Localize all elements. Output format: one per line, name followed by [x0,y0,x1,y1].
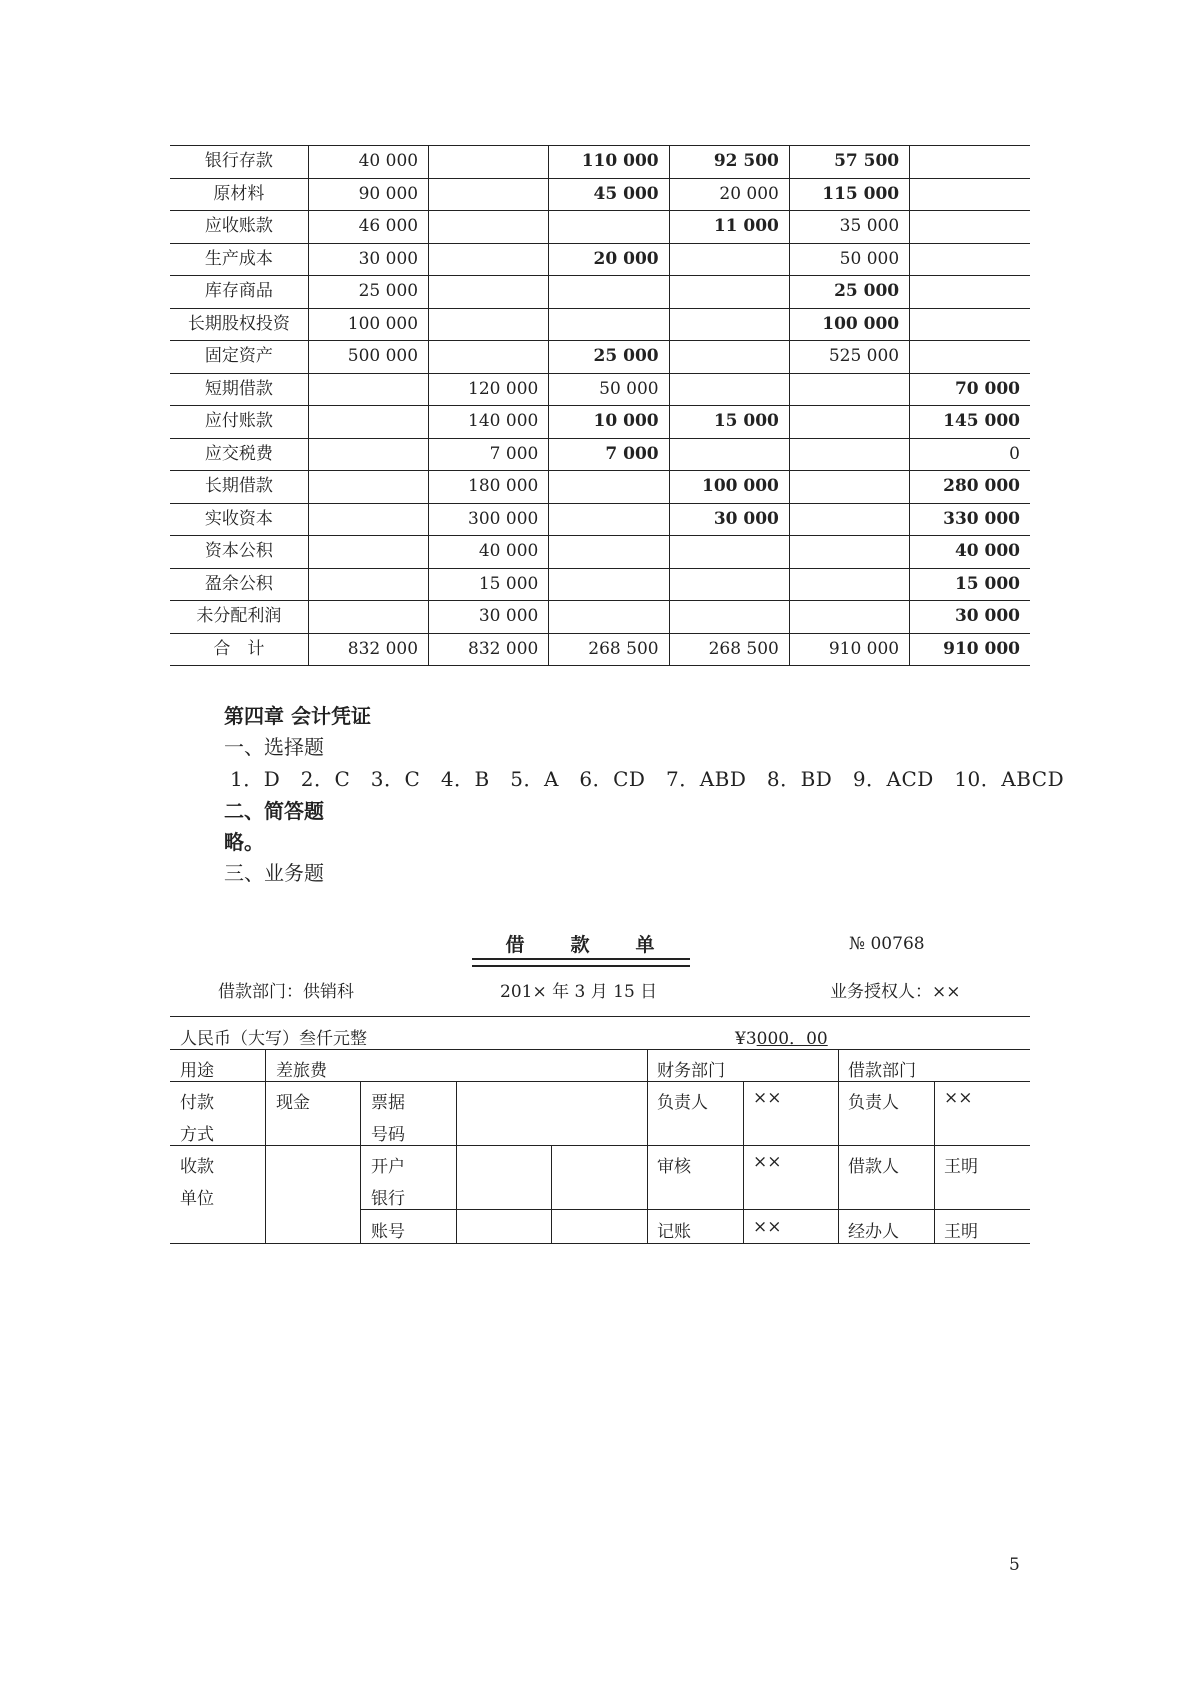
amount-cell: 145 000 [910,406,1030,439]
amount-cell: 15 000 [669,406,789,439]
borrow-department: 借款部门：供销科 [218,982,354,1002]
table-row [170,536,1030,569]
amount-cell [429,341,549,374]
amount-cell: 268 500 [549,633,669,666]
handler-value: 王明 [944,1222,978,1242]
account-name-cell: 生产成本 [170,243,308,276]
account-name-cell: 应交税费 [170,438,308,471]
audit-label: 审核 [657,1157,691,1177]
section-short-answer-heading: 二、简答题 [224,799,324,823]
finance-department-label: 财务部门 [657,1061,725,1081]
handler-label: 经办人 [848,1222,899,1242]
amount-cell [429,146,549,179]
amount-cell [669,341,789,374]
table-row [170,341,1030,374]
table-row [170,178,1030,211]
amount-cell: 7 000 [429,438,549,471]
table-row [170,146,1030,179]
amount-cell [308,568,428,601]
amount-cell: 180 000 [429,471,549,504]
amount-cell [669,373,789,406]
amount-cell [308,406,428,439]
amount-cell: 50 000 [789,243,909,276]
account-name-cell: 库存商品 [170,276,308,309]
amount-cell [549,601,669,634]
bank-label-2: 银行 [371,1189,405,1209]
bill-number-label-2: 号码 [371,1125,405,1145]
account-name-cell: 银行存款 [170,146,308,179]
col-line [647,1049,648,1243]
account-name-cell: 实收资本 [170,503,308,536]
amount-cell: 20 000 [549,243,669,276]
amount-cell: 30 000 [429,601,549,634]
bill-number-label-1: 票据 [371,1093,405,1113]
row-line [170,1049,1030,1050]
amount-cell: 20 000 [669,178,789,211]
trial-balance-table [170,145,1030,666]
amount-cell: 30 000 [669,503,789,536]
title-char-3: 单 [635,934,657,956]
business-authorizer: 业务授权人：×× [830,982,961,1002]
account-name-cell: 短期借款 [170,373,308,406]
amount-cell [429,276,549,309]
finance-head-value: ×× [753,1088,782,1108]
short-answer-body: 略。 [224,830,264,854]
amount-cell: 330 000 [910,503,1030,536]
slip-number: № 00768 [849,934,925,954]
amount-cell: 120 000 [429,373,549,406]
amount-cell: 25 000 [308,276,428,309]
section-business-heading: 三、业务题 [224,861,324,885]
account-name-cell: 长期股权投资 [170,308,308,341]
amount-cell [308,471,428,504]
account-name-cell: 长期借款 [170,471,308,504]
purpose-label: 用途 [180,1061,214,1081]
amount-cell: 268 500 [669,633,789,666]
title-char-2: 款 [570,934,592,956]
amount-cell [669,438,789,471]
col-line [265,1049,266,1243]
amount-cell: 140 000 [429,406,549,439]
account-name-cell: 应付账款 [170,406,308,439]
amount-cell: 70 000 [910,373,1030,406]
amount-cell: 90 000 [308,178,428,211]
bank-label-1: 开户 [371,1157,405,1177]
col-line [360,1081,361,1243]
amount-cell [549,211,669,244]
amount-cell [308,438,428,471]
amount-cell [669,308,789,341]
amount-cell [910,146,1030,179]
amount-cell [789,373,909,406]
payee-label-1: 收款 [180,1157,214,1177]
loan-slip-form [170,1016,1030,1244]
amount-cell [789,471,909,504]
amount-cell: 25 000 [789,276,909,309]
amount-cell: 7 000 [549,438,669,471]
audit-value: ×× [753,1152,782,1172]
table-row [170,406,1030,439]
amount-cell: 92 500 [669,146,789,179]
amount-cell [549,276,669,309]
table-row [170,438,1030,471]
table-row [170,471,1030,504]
amount-cell [910,243,1030,276]
purpose-value: 差旅费 [276,1061,327,1081]
amount-cell [669,243,789,276]
table-row [170,568,1030,601]
amount-cell [549,471,669,504]
amount-cell [669,276,789,309]
borrower-label: 借款人 [848,1157,899,1177]
row-line [170,1081,1030,1082]
amount-cell: 100 000 [789,308,909,341]
amount-cell: 300 000 [429,503,549,536]
borrower-value: 王明 [944,1157,978,1177]
amount-cell [429,211,549,244]
amount-cell [789,438,909,471]
amount-cell [669,536,789,569]
col-line [456,1081,457,1243]
amount-cell: 0 [910,438,1030,471]
account-name-cell: 合 计 [170,633,308,666]
amount-cell [669,568,789,601]
table-row [170,308,1030,341]
bookkeeping-label: 记账 [657,1222,691,1242]
amount-cell: 46 000 [308,211,428,244]
account-name-cell: 原材料 [170,178,308,211]
payee-label-2: 单位 [180,1189,214,1209]
borrow-department-label: 借款部门 [848,1061,916,1081]
bookkeeping-value: ×× [753,1217,782,1237]
payment-method-label-2: 方式 [180,1125,214,1145]
amount-cell [789,536,909,569]
amount-cell [789,601,909,634]
amount-cell: 110 000 [549,146,669,179]
payment-method-label-1: 付款 [180,1093,214,1113]
amount-cell: 832 000 [429,633,549,666]
amount-cell [308,536,428,569]
title-double-underline [472,958,690,967]
amount-cell [910,341,1030,374]
amount-cell: 115 000 [789,178,909,211]
amount-cell: 30 000 [910,601,1030,634]
choice-answers: 1．D 2．C 3．C 4．B 5．A 6．CD 7．ABD 8．BD 9．ACD 10．ABCD [230,767,1065,791]
amount-cell [789,503,909,536]
borrow-head-value: ×× [944,1088,973,1108]
section-choice-heading: 一、选择题 [224,735,324,759]
amount-cell: 57 500 [789,146,909,179]
amount-cell: 50 000 [549,373,669,406]
amount-cell: 25 000 [549,341,669,374]
table-row [170,373,1030,406]
col-line [838,1049,839,1243]
col-line [934,1081,935,1243]
row-line [170,1145,1030,1146]
amount-cell: 15 000 [429,568,549,601]
amount-cell: 15 000 [910,568,1030,601]
rmb-amount-words: 人民币（大写）叁仟元整 [180,1029,367,1049]
loan-slip-title [472,930,690,957]
account-name-cell: 固定资产 [170,341,308,374]
amount-cell: 45 000 [549,178,669,211]
amount-cell: 100 000 [669,471,789,504]
rmb-amount-figures [735,1024,828,1049]
table-row [170,276,1030,309]
table-row [170,243,1030,276]
amount-cell: 40 000 [429,536,549,569]
amount-cell [549,308,669,341]
amount-cell [429,243,549,276]
row-line [360,1209,1030,1210]
table-row [170,601,1030,634]
amount-prefix: ¥3 [735,1029,757,1049]
amount-cell: 910 000 [789,633,909,666]
table-row [170,503,1030,536]
account-name-cell: 盈余公积 [170,568,308,601]
slip-date: 201× 年 3 月 15 日 [500,982,658,1002]
amount-cell: 35 000 [789,211,909,244]
amount-cell [789,568,909,601]
amount-cell: 100 000 [308,308,428,341]
amount-cell [549,536,669,569]
amount-cell: 30 000 [308,243,428,276]
amount-cell: 280 000 [910,471,1030,504]
finance-head-label: 负责人 [657,1093,708,1113]
amount-cell [910,308,1030,341]
amount-cell [669,601,789,634]
amount-cell: 11 000 [669,211,789,244]
amount-cell [549,568,669,601]
page-number: 5 [1009,1555,1020,1575]
amount-cell [308,503,428,536]
account-name-cell: 应收账款 [170,211,308,244]
borrow-head-label: 负责人 [848,1093,899,1113]
payment-method-value: 现金 [276,1093,310,1113]
table-row [170,211,1030,244]
amount-cell: 832 000 [308,633,428,666]
amount-cell [910,211,1030,244]
amount-cell: 525 000 [789,341,909,374]
chapter-title: 第四章 会计凭证 [224,704,371,728]
col-line [743,1081,744,1243]
amount-cell [429,308,549,341]
amount-cell [308,373,428,406]
amount-cell [308,601,428,634]
account-name-cell: 资本公积 [170,536,308,569]
amount-cell [549,503,669,536]
amount-cell: 40 000 [910,536,1030,569]
account-name-cell: 未分配利润 [170,601,308,634]
amount-underlined: 000．00 [756,1029,828,1049]
title-char-1: 借 [505,934,527,956]
col-line [551,1145,552,1243]
table-row [170,633,1030,666]
amount-cell [910,276,1030,309]
amount-cell [910,178,1030,211]
amount-cell: 40 000 [308,146,428,179]
amount-cell [429,178,549,211]
amount-cell: 500 000 [308,341,428,374]
amount-cell [789,406,909,439]
amount-cell: 10 000 [549,406,669,439]
account-label: 账号 [371,1222,405,1242]
amount-cell: 910 000 [910,633,1030,666]
